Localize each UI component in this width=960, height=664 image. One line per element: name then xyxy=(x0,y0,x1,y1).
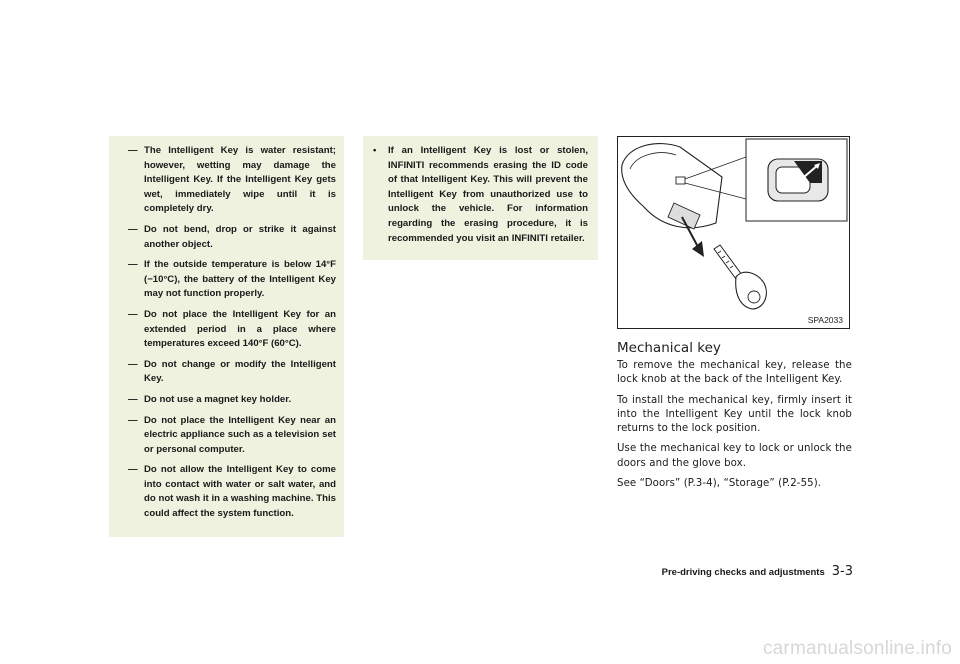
body-paragraph: To remove the mechanical key, release the lock knob at the back of the Intelligent Key. xyxy=(617,360,852,386)
section-body xyxy=(617,359,852,497)
caution-item: — Do not use a magnet key holder. xyxy=(117,393,336,408)
mechanical-key-figure xyxy=(617,136,850,329)
caution-item: — Do not bend, drop or strike it against another object. xyxy=(117,223,336,252)
intelligent-key-illustration xyxy=(618,137,849,328)
caution-box-left xyxy=(109,136,344,537)
footer-chapter-title: Pre-driving checks and adjustments xyxy=(661,567,825,578)
caution-list-right xyxy=(363,136,598,246)
caution-item: — Do not place the Intelligent Key for an extended period in a place where temperatures exceed 140°F (60°C). xyxy=(117,308,336,352)
caution-item: • If an Intelligent Key is lost or stolen, INFINITI recommends erasing the ID code of that Intelligent Key. This will prevent the Intelligent Key from unauthorized use to unlock the vehicle. For information regarding the erasing procedure, it is recommended you visit an INFINITI retailer. xyxy=(373,144,588,246)
caution-list-left xyxy=(109,136,344,522)
caution-item: — The Intelligent Key is water resistant; however, wetting may damage the Intelligent Key. If the Intelligent Key gets wet, immediately wipe until it is completely dry. xyxy=(117,144,336,217)
figure-code: SPA2033 xyxy=(807,315,843,325)
page-number: 3-3 xyxy=(831,564,853,579)
body-paragraph: See “Doors” (P.3-4), “Storage” (P.2-55). xyxy=(617,478,822,490)
caution-item: — If the outside temperature is below 14°F (−10°C), the battery of the Intelligent Key may not function properly. xyxy=(117,258,336,302)
caution-box-right xyxy=(363,136,598,260)
section-heading: Mechanical key xyxy=(617,340,721,356)
page-footer xyxy=(662,560,853,579)
body-paragraph: To install the mechanical key, firmly insert it into the Intelligent Key until the lock knob returns to the lock position. xyxy=(617,394,852,435)
caution-item: — Do not change or modify the Intelligent Key. xyxy=(117,358,336,387)
caution-item: — Do not allow the Intelligent Key to come into contact with water or salt water, and do not wash it in a washing machine. This could affect the system function. xyxy=(117,463,336,521)
body-paragraph: Use the mechanical key to lock or unlock the doors and the glove box. xyxy=(617,443,852,469)
caution-item: — Do not place the Intelligent Key near an electric appliance such as a television set or personal computer. xyxy=(117,414,336,458)
watermark: carmanualsonline.info xyxy=(762,638,952,659)
